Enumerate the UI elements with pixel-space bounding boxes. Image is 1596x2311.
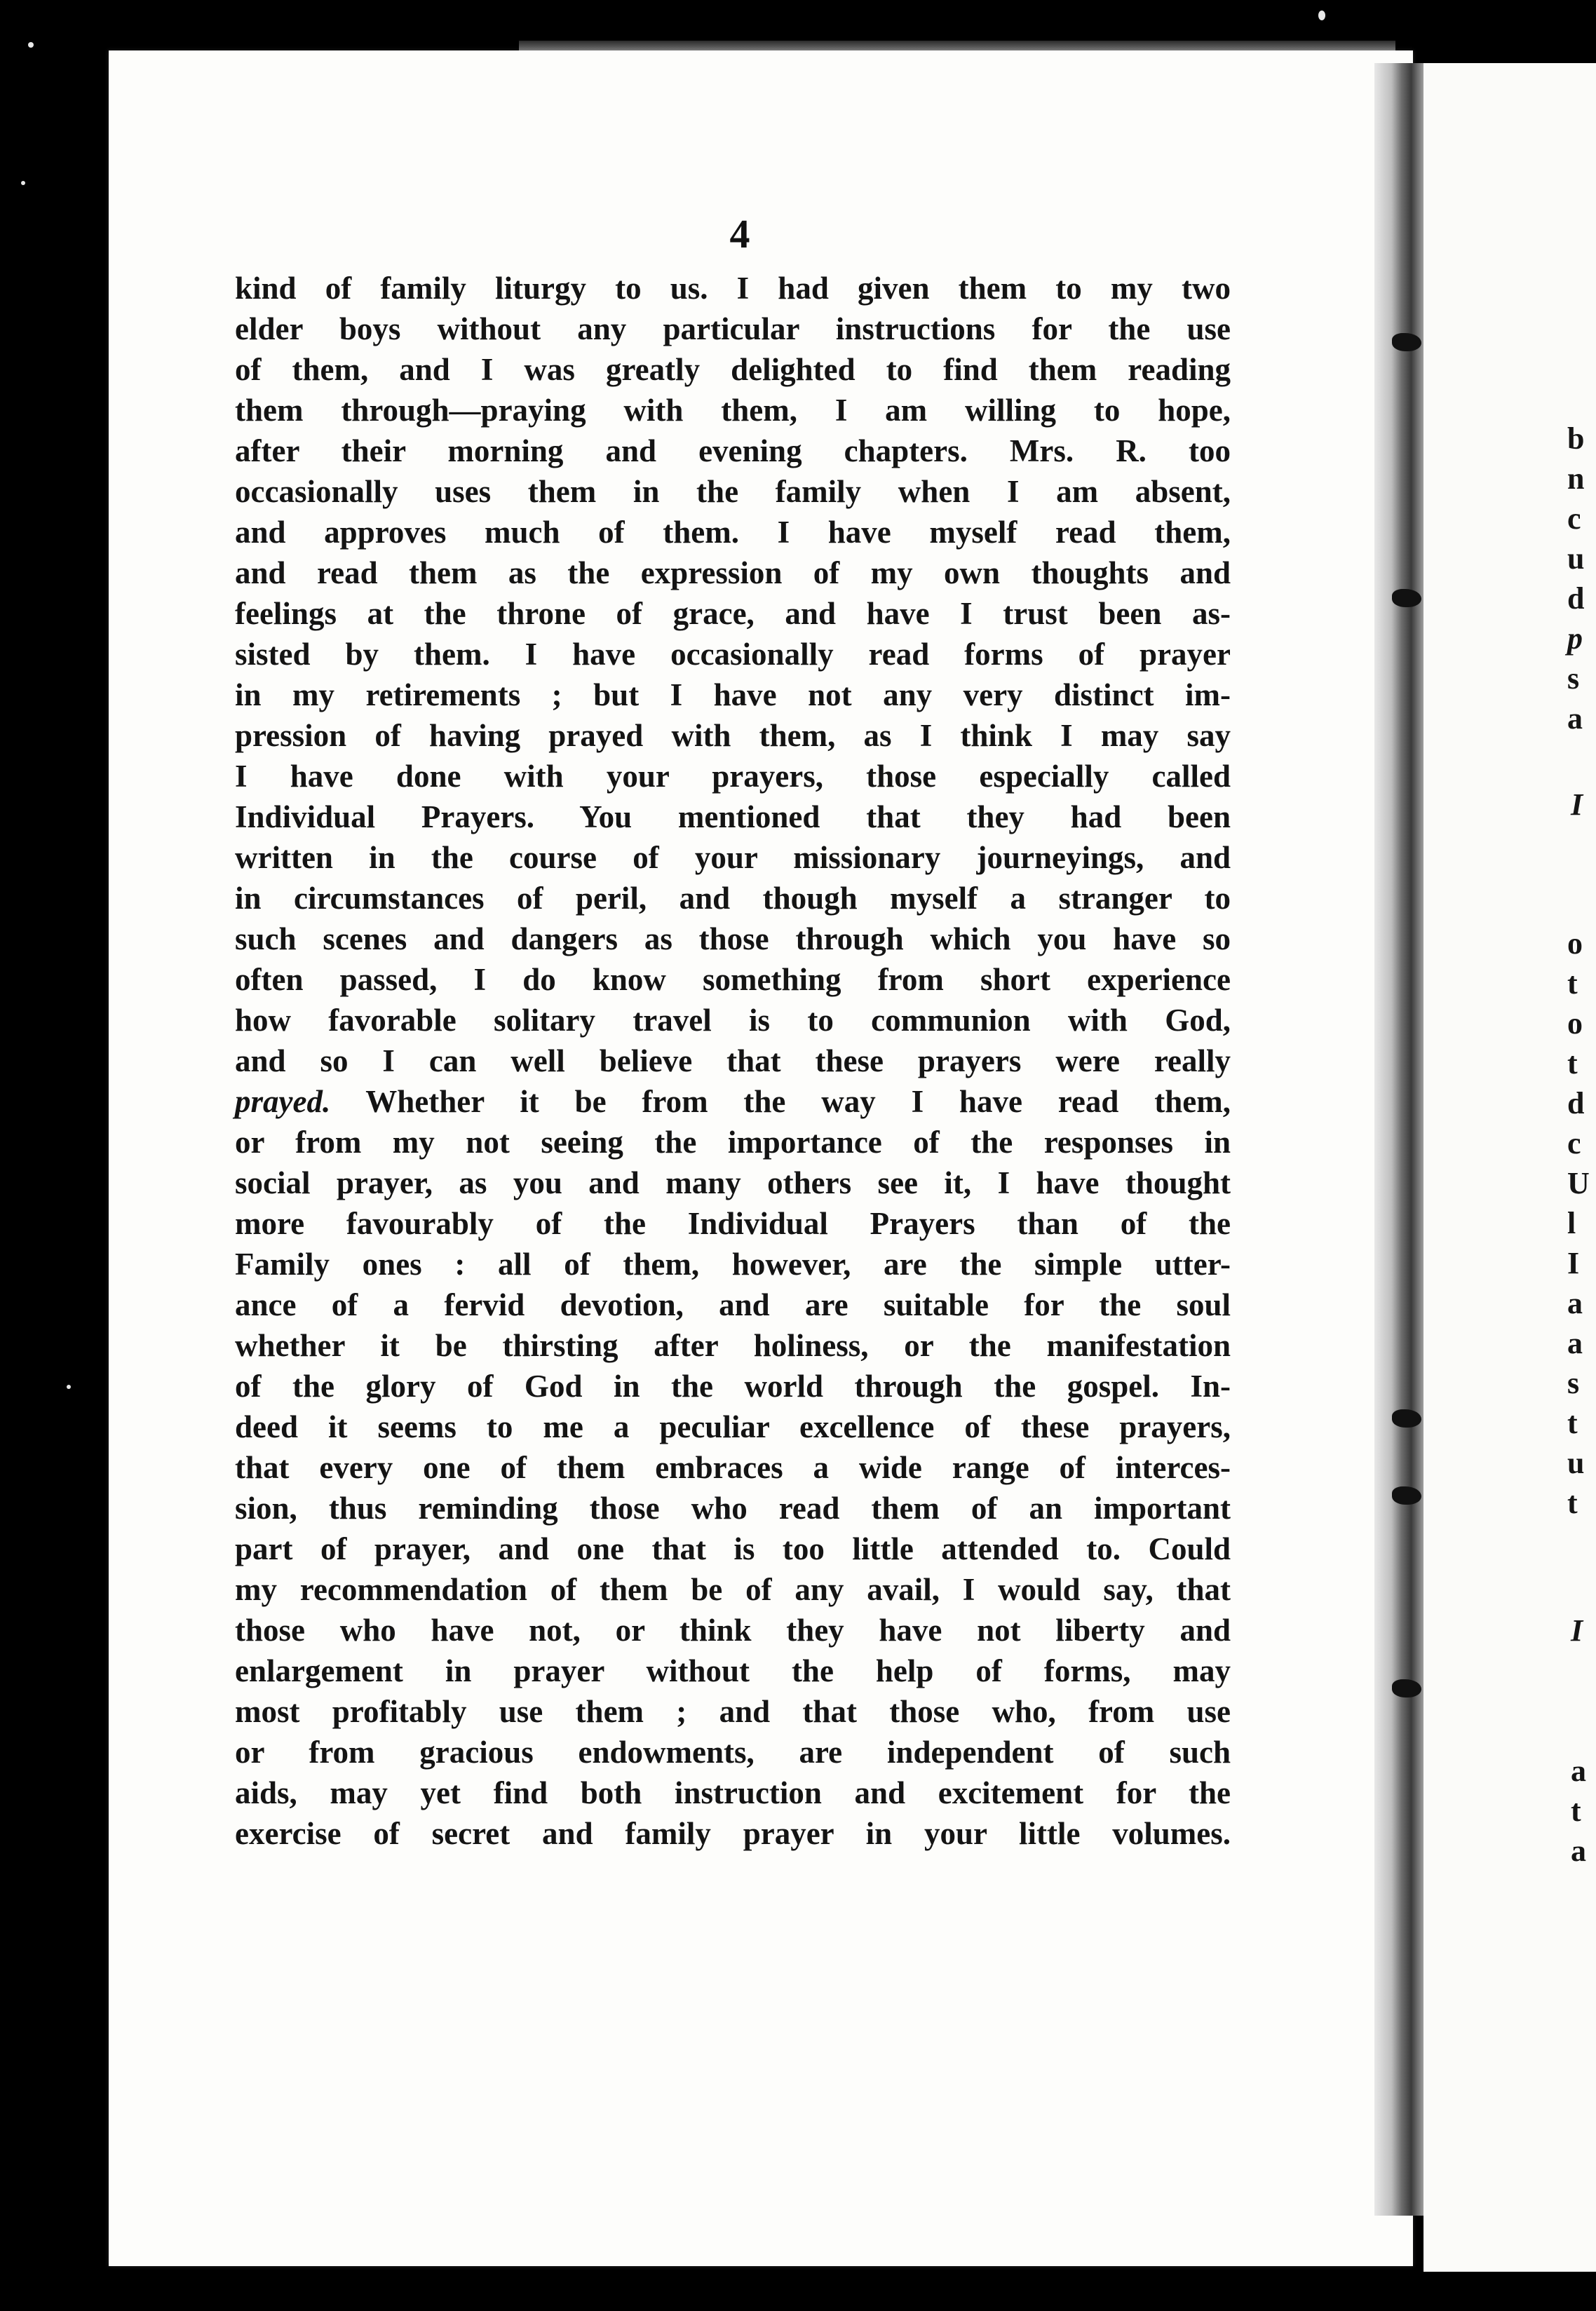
binding-stitch xyxy=(1392,333,1421,351)
letter-body-text xyxy=(235,268,1231,1854)
text-line: after their morning and evening chapters. Mrs. R. too xyxy=(235,433,1231,468)
text-line: or from gracious endowments, are independent of such xyxy=(235,1735,1231,1770)
facing-fragment: s xyxy=(1567,1366,1580,1400)
text-line: them through—praying with them, I am willing to hope, xyxy=(235,393,1231,428)
facing-fragment: c xyxy=(1567,1126,1581,1160)
binding-stitch xyxy=(1392,1679,1421,1697)
text-line: often passed, I do know something from short experience xyxy=(235,962,1231,997)
text-line-italic-start xyxy=(235,1081,1231,1122)
facing-fragment: t xyxy=(1567,1046,1578,1080)
text-line: ance of a fervid devotion, and are suitable for the soul xyxy=(235,1287,1231,1322)
facing-fragment: d xyxy=(1567,581,1585,616)
text-line: more favourably of the Individual Prayers than of the xyxy=(235,1206,1231,1241)
binding-stitch xyxy=(1392,1486,1421,1505)
facing-fragment: o xyxy=(1567,1006,1583,1041)
text-line: of the glory of God in the world through the gospel. In- xyxy=(235,1369,1231,1404)
text-line: aids, may yet find both instruction and excitement for the xyxy=(235,1775,1231,1810)
facing-fragment: u xyxy=(1567,541,1585,576)
facing-fragment: p xyxy=(1567,621,1583,656)
text-line: kind of family liturgy to us. I had given them to my two xyxy=(235,271,1231,306)
text-line: those who have not, or think they have not liberty and xyxy=(235,1613,1231,1648)
facing-fragment: t xyxy=(1571,1794,1581,1828)
text-line: my recommendation of them be of any avail, I would say, that xyxy=(235,1572,1231,1607)
text-line: written in the course of your missionary journeyings, and xyxy=(235,840,1231,875)
text-line: sisted by them. I have occasionally read forms of prayer xyxy=(235,637,1231,672)
dust-speck xyxy=(67,1385,71,1389)
facing-fragment: t xyxy=(1567,1406,1578,1440)
dust-speck xyxy=(21,181,25,185)
text-line: in my retirements ; but I have not any very distinct im- xyxy=(235,677,1231,712)
facing-fragment: o xyxy=(1567,926,1583,961)
text-line: enlargement in prayer without the help of forms, may xyxy=(235,1653,1231,1688)
facing-fragment: a xyxy=(1567,1326,1583,1360)
text-line: in circumstances of peril, and though myself a stranger to xyxy=(235,881,1231,916)
text-line: deed it seems to me a peculiar excellence of these prayers, xyxy=(235,1409,1231,1444)
text-line: and approves much of them. I have myself read them, xyxy=(235,515,1231,550)
facing-fragment: I xyxy=(1571,1613,1583,1648)
dust-speck xyxy=(28,42,34,48)
text-line: whether it be thirsting after holiness, or the manifestation xyxy=(235,1328,1231,1363)
facing-fragment: c xyxy=(1567,501,1581,536)
text-line: that every one of them embraces a wide range of interces- xyxy=(235,1450,1231,1485)
facing-fragment: a xyxy=(1567,1286,1583,1320)
binding-stitch xyxy=(1392,1409,1421,1428)
facing-fragment: t xyxy=(1567,966,1578,1001)
text-line: part of prayer, and one that is too little attended to. Could xyxy=(235,1531,1231,1566)
text-line: elder boys without any particular instructions for the use xyxy=(235,311,1231,346)
facing-fragment: l xyxy=(1567,1206,1576,1240)
text-line: of them, and I was greatly delighted to find them reading xyxy=(235,352,1231,387)
facing-fragment: b xyxy=(1567,421,1585,456)
text-line: most profitably use them ; and that those who, from use xyxy=(235,1694,1231,1729)
facing-fragment: U xyxy=(1567,1166,1590,1200)
facing-fragment: d xyxy=(1567,1086,1585,1120)
facing-fragment: I xyxy=(1571,787,1583,822)
text-line: pression of having prayed with them, as I think I may say xyxy=(235,718,1231,753)
text-line: sion, thus reminding those who read them of an important xyxy=(235,1491,1231,1526)
facing-fragment: a xyxy=(1567,701,1583,736)
facing-fragment: a xyxy=(1571,1834,1586,1868)
facing-fragment: n xyxy=(1567,461,1585,496)
text-line: Family ones : all of them, however, are the simple utter- xyxy=(235,1247,1231,1282)
text-line: exercise of secret and family prayer in your little volumes. xyxy=(235,1816,1231,1851)
text-line: Individual Prayers. You mentioned that they had been xyxy=(235,799,1231,834)
text-line: occasionally uses them in the family when I am absent, xyxy=(235,474,1231,509)
facing-fragment: s xyxy=(1567,661,1580,696)
facing-fragment: t xyxy=(1567,1486,1578,1520)
text-line-rest: Whether it be from the way I have read them, xyxy=(330,1084,1231,1119)
page-number: 4 xyxy=(729,211,750,257)
binding-stitch xyxy=(1392,589,1421,607)
text-line: and read them as the expression of my own thoughts and xyxy=(235,555,1231,590)
text-line: and so I can well believe that these prayers were really xyxy=(235,1043,1231,1078)
facing-fragment: I xyxy=(1567,1246,1580,1280)
book-gutter xyxy=(1374,63,1423,2216)
text-line: I have done with your prayers, those especially called xyxy=(235,759,1231,794)
italic-word: prayed. xyxy=(235,1084,331,1119)
facing-fragment: a xyxy=(1571,1754,1586,1788)
text-line: feelings at the throne of grace, and have I trust been as- xyxy=(235,596,1231,631)
facing-fragment: u xyxy=(1567,1446,1585,1480)
text-line: how favorable solitary travel is to communion with God, xyxy=(235,1003,1231,1038)
dust-speck xyxy=(1318,11,1325,20)
text-line: social prayer, as you and many others see it, I have thought xyxy=(235,1165,1231,1200)
text-line: such scenes and dangers as those through which you have so xyxy=(235,921,1231,956)
text-line: or from my not seeing the importance of the responses in xyxy=(235,1125,1231,1160)
